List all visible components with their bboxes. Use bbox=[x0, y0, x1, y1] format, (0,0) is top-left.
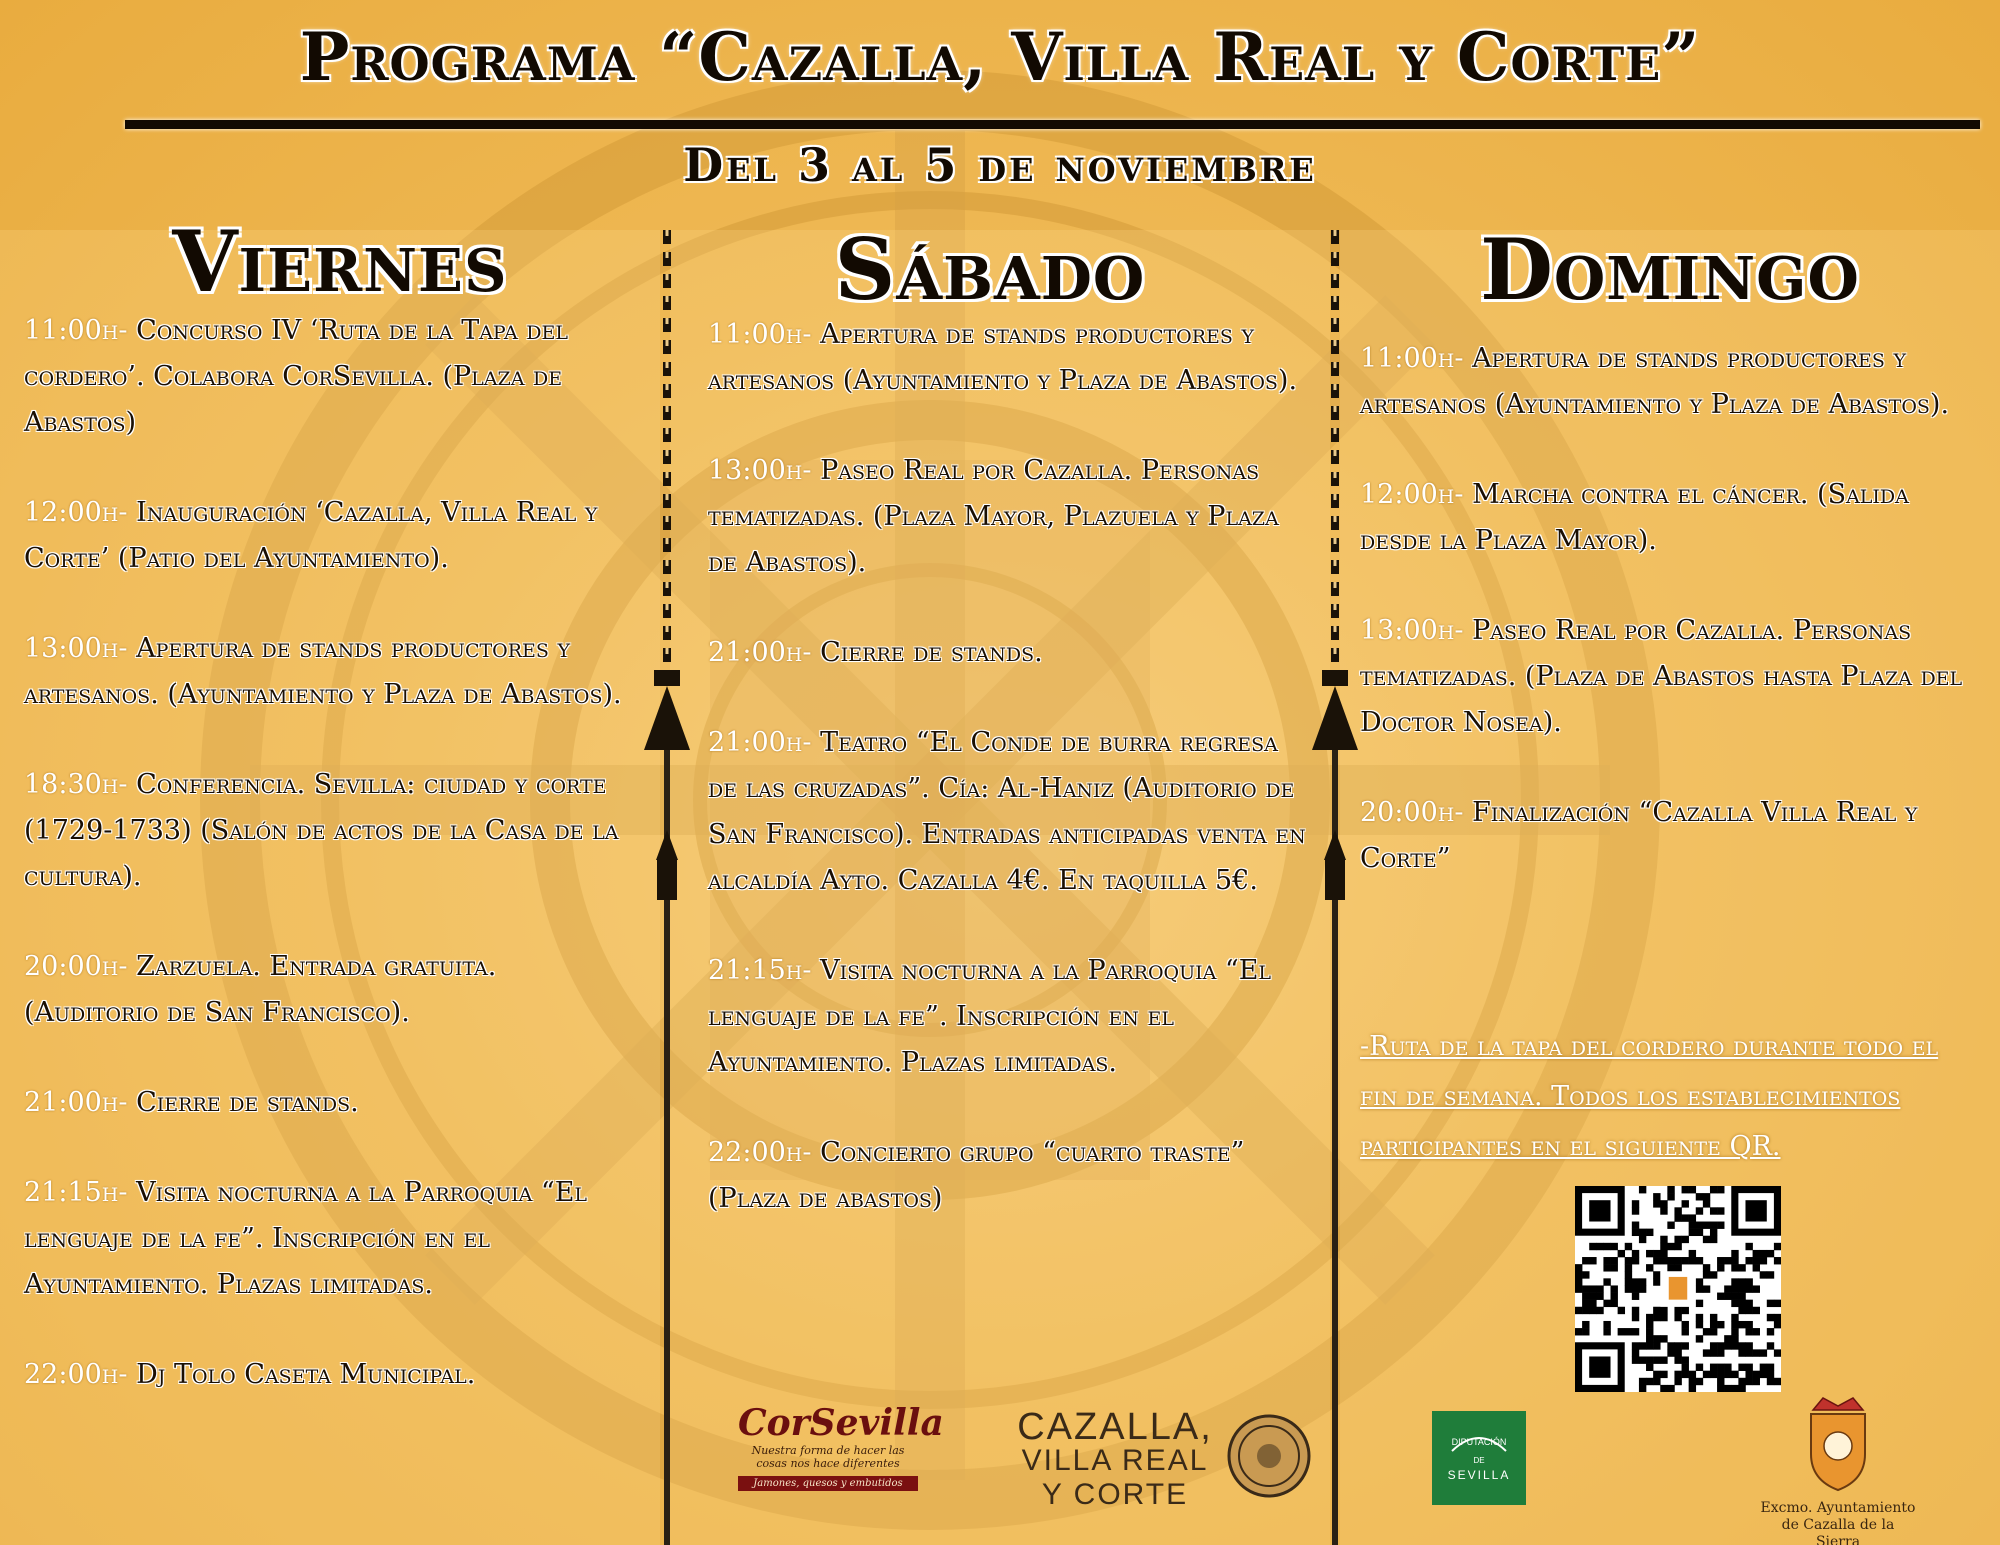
events-domingo bbox=[1360, 336, 1980, 926]
event-description: Conferencia. Sevilla: ciudad y corte (1729-1733) (Salón de actos de la Casa de la cultura). bbox=[24, 769, 619, 892]
corsevilla-name: CorSevilla bbox=[738, 1402, 944, 1444]
event-item bbox=[708, 1130, 1308, 1222]
cazalla-logo-line1: CAZALLA, bbox=[1017, 1406, 1213, 1448]
corsevilla-logo bbox=[738, 1402, 944, 1491]
event-time: 20:00h- bbox=[1360, 797, 1464, 828]
event-item bbox=[24, 762, 634, 900]
divider-pole-left bbox=[642, 230, 692, 1545]
event-time: 11:00h- bbox=[1360, 343, 1464, 374]
event-item bbox=[708, 630, 1308, 676]
event-item bbox=[24, 626, 634, 718]
ayuntamiento-logo bbox=[1758, 1396, 1918, 1545]
event-time: 18:30h- bbox=[24, 769, 128, 800]
event-description: Teatro “El Conde de burra regresa de las cruzadas”. Cía: Al-Haniz (Auditorio de San Francisco). Entradas anticipadas venta en alcaldía Ayto. Cazalla 4€. En taquilla 5€. bbox=[708, 727, 1306, 896]
event-time: 12:00h- bbox=[1360, 479, 1464, 510]
event-description: Cierre de stands. bbox=[811, 637, 1043, 668]
qr-code-icon bbox=[1575, 1186, 1781, 1392]
event-item bbox=[24, 1170, 634, 1308]
cazalla-logo-line3: Y CORTE bbox=[1041, 1478, 1189, 1511]
seal-icon bbox=[1225, 1412, 1313, 1500]
event-time: 13:00h- bbox=[24, 633, 128, 664]
event-time: 21:15h- bbox=[24, 1177, 128, 1208]
event-time: 11:00h- bbox=[24, 315, 128, 346]
event-description: Paseo Real por Cazalla. Personas tematizadas. (Plaza de Abastos hasta Plaza del Doctor Nosea). bbox=[1360, 615, 1963, 738]
event-time: 21:15h- bbox=[708, 955, 812, 986]
event-description: Concurso IV ‘Ruta de la Tapa del cordero’. Colabora CorSevilla. (Plaza de Abastos) bbox=[24, 315, 568, 438]
event-description: Dj Tolo Caseta Municipal. bbox=[127, 1359, 476, 1390]
event-description: Paseo Real por Cazalla. Personas tematizadas. (Plaza Mayor, Plazuela y Plaza de Abastos). bbox=[708, 455, 1279, 578]
event-item bbox=[708, 312, 1308, 404]
cazalla-logo-line2: VILLA REAL bbox=[1021, 1444, 1209, 1477]
event-item bbox=[24, 1352, 634, 1398]
corsevilla-ribbon: Jamones, quesos y embutidos bbox=[738, 1476, 918, 1491]
event-item bbox=[24, 308, 634, 446]
event-item bbox=[1360, 336, 1980, 428]
event-time: 20:00h- bbox=[24, 951, 128, 982]
page-subtitle: Del 3 al 5 de noviembre bbox=[683, 138, 1317, 192]
event-item bbox=[24, 944, 634, 1036]
diputacion-sevilla-logo bbox=[1432, 1411, 1526, 1505]
page-title: Programa “Cazalla, Villa Real y Corte” bbox=[299, 18, 1701, 96]
heading-sabado: Sábado bbox=[834, 220, 1146, 319]
event-description: Visita nocturna a la Parroquia “El lenguaje de la fe”. Inscripción en el Ayuntamiento. Plazas limitadas. bbox=[24, 1177, 588, 1300]
ayuntamiento-label-line2: de Cazalla de la Sierra bbox=[1781, 1517, 1895, 1545]
event-time: 21:00h- bbox=[708, 727, 812, 758]
event-item bbox=[1360, 790, 1980, 882]
event-description: Apertura de stands productores y artesanos (Ayuntamiento y Plaza de Abastos). bbox=[708, 319, 1298, 396]
event-description: Zarzuela. Entrada gratuita. (Auditorio de San Francisco). bbox=[24, 951, 497, 1028]
event-time: 13:00h- bbox=[708, 455, 812, 486]
tapa-route-note[interactable]: -Ruta de la tapa del cordero durante todo el fin de semana. Todos los establecimientos participantes en el siguiente QR. bbox=[1360, 1031, 1939, 1162]
event-description: Concierto grupo “cuarto traste” (Plaza de abastos) bbox=[708, 1137, 1245, 1214]
cazalla-event-logo bbox=[1000, 1406, 1230, 1512]
diputacion-top: DIPUTACIÓN bbox=[1451, 1437, 1507, 1447]
corsevilla-slogan: Nuestra forma de hacer las cosas nos hace diferentes bbox=[751, 1444, 905, 1470]
event-time: 21:00h- bbox=[24, 1087, 128, 1118]
event-item bbox=[708, 948, 1308, 1086]
event-description: Finalización “Cazalla Villa Real y Corte” bbox=[1360, 797, 1918, 874]
event-time: 22:00h- bbox=[708, 1137, 812, 1168]
event-description: Apertura de stands productores y artesanos (Ayuntamiento y Plaza de Abastos). bbox=[1360, 343, 1950, 420]
event-time: 22:00h- bbox=[24, 1359, 128, 1390]
event-description: Marcha contra el cáncer. (Salida desde la Plaza Mayor). bbox=[1360, 479, 1909, 556]
event-item bbox=[24, 490, 634, 582]
qr-code[interactable] bbox=[1575, 1186, 1781, 1392]
event-item bbox=[24, 1080, 634, 1126]
diputacion-emblem-icon bbox=[1432, 1411, 1526, 1505]
event-item bbox=[708, 720, 1308, 904]
title-underline bbox=[125, 120, 1980, 129]
events-viernes bbox=[24, 308, 634, 1442]
coat-of-arms-icon bbox=[1803, 1396, 1873, 1492]
event-time: 12:00h- bbox=[24, 497, 128, 528]
diputacion-mid: DE bbox=[1473, 1456, 1485, 1465]
events-sabado bbox=[708, 312, 1308, 1266]
ayuntamiento-label-line1: Excmo. Ayuntamiento bbox=[1760, 1500, 1916, 1516]
heading-domingo: Domingo bbox=[1480, 220, 1860, 319]
diputacion-bottom: SEVILLA bbox=[1447, 1468, 1511, 1482]
event-description: Apertura de stands productores y artesanos. (Ayuntamiento y Plaza de Abastos). bbox=[24, 633, 622, 710]
event-time: 11:00h- bbox=[708, 319, 812, 350]
event-item bbox=[1360, 608, 1980, 746]
event-description: Visita nocturna a la Parroquia “El lenguaje de la fe”. Inscripción en el Ayuntamiento. Plazas limitadas. bbox=[708, 955, 1272, 1078]
event-item bbox=[1360, 472, 1980, 564]
event-description: Cierre de stands. bbox=[127, 1087, 359, 1118]
event-description: Inauguración ‘Cazalla, Villa Real y Corte’ (Patio del Ayuntamiento). bbox=[24, 497, 598, 574]
event-time: 21:00h- bbox=[708, 637, 812, 668]
heading-viernes: Viernes bbox=[172, 212, 508, 311]
event-time: 13:00h- bbox=[1360, 615, 1464, 646]
divider-pole-right bbox=[1310, 230, 1360, 1545]
event-item bbox=[708, 448, 1308, 586]
